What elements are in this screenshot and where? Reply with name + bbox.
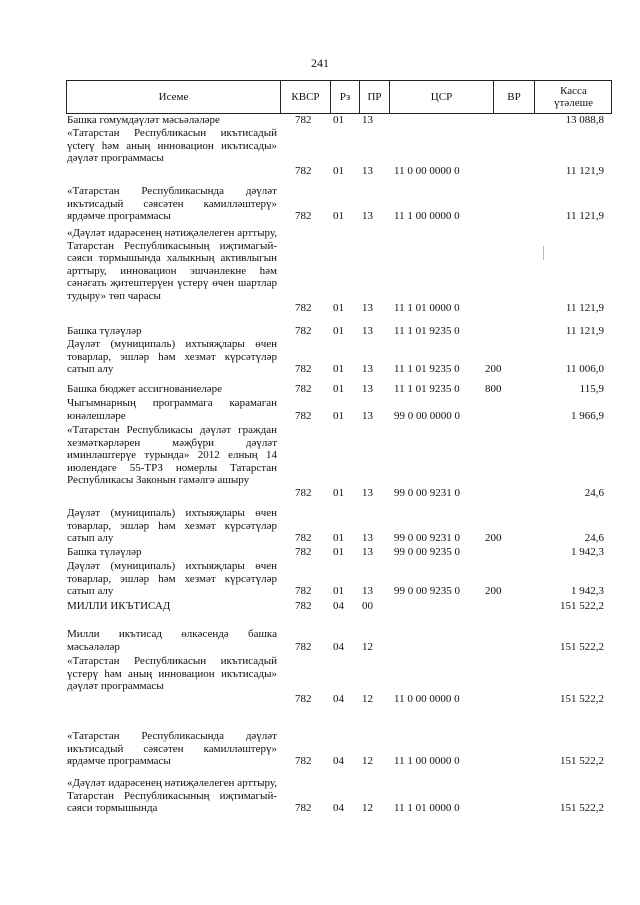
row-pr: 13 [362,210,373,222]
row-name: Башка түләүләр [67,546,142,558]
row-csr: 99 0 00 9231 0 [394,532,460,544]
row-pr: 13 [362,164,373,177]
table-row [0,507,640,545]
row-rz: 01 [333,114,344,126]
row-sum: 1 942,3 [571,585,604,597]
row-name: Дәүләт (муниципаль) ихтыяҗлары өчен товарлар, эшләр һәм хезмәт күрсәтүләр сатып алу [67,338,277,375]
scan-mark [543,246,544,260]
row-vr: 800 [485,383,502,395]
row-kvsr: 782 [295,600,312,612]
row-kvsr: 782 [295,164,312,177]
row-rz: 04 [333,692,344,705]
row-sum: 11 121,9 [565,164,604,177]
row-pr: 13 [362,302,373,314]
table-row [0,424,640,499]
row-name: Башка гомумдәүләт мәсьәләләре [67,114,220,126]
row-name: «Татарстан Республикасында дәүләт икътисадый сәясәтен камилләштерү» ярдәмче программасы [67,185,277,222]
row-sum: 11 121,9 [565,302,604,314]
row-rz: 01 [333,409,344,422]
row-rz: 01 [333,363,344,375]
page-number: 241 [311,56,329,70]
row-rz: 04 [333,755,344,767]
row-kvsr: 782 [295,640,312,653]
row-kvsr: 782 [295,546,312,558]
row-rz: 01 [333,546,344,558]
row-name: Чыгымнарның программага карамаган юнәлешләре [67,397,277,422]
row-csr: 11 1 01 0000 0 [394,802,460,814]
row-kvsr: 782 [295,383,312,395]
row-rz: 04 [333,802,344,814]
header-kvsr: КВСР [280,81,330,113]
row-sum: 11 121,9 [565,325,604,337]
table-row [0,560,640,598]
table-row [0,546,640,559]
row-pr: 12 [362,802,373,814]
table-row [0,338,640,376]
row-sum: 24,6 [584,532,604,544]
row-sum: 11 006,0 [565,363,604,375]
row-name: МИЛЛИ ИКЪТИСАД [67,600,171,612]
row-csr: 99 0 00 0000 0 [394,409,460,422]
row-pr: 13 [362,546,373,558]
row-name: Башка түләүләр [67,325,142,337]
row-pr: 13 [362,363,373,375]
row-csr: 11 1 00 0000 0 [394,210,460,222]
row-kvsr: 782 [295,692,312,705]
row-csr: 11 0 00 0000 0 [394,692,460,705]
header-sum: Касса үтәлеше [534,81,612,113]
row-name: Дәүләт (муниципаль) ихтыяҗлары өчен товарлар, эшләр һәм хезмәт күрсәтүләр сатып алу [67,507,277,544]
row-csr: 11 1 01 9235 0 [394,325,460,337]
row-pr: 12 [362,692,373,705]
row-csr: 99 0 00 9235 0 [394,585,460,597]
table-row [0,383,640,396]
row-name: «Татарстан Республикасында дәүләт икътисадый сәясәтен камилләштерү» ярдәмче программасы [67,730,277,767]
row-sum: 151 522,2 [560,640,604,653]
row-kvsr: 782 [295,409,312,422]
header-rz: Рз [330,81,359,113]
table-header [66,80,612,114]
row-pr: 00 [362,600,373,612]
table-row [0,628,640,653]
row-csr: 11 1 01 0000 0 [394,302,460,314]
row-kvsr: 782 [295,363,312,375]
row-rz: 01 [333,325,344,337]
row-name: «Дәүләт идарәсенең нәтиҗәлелеген арттыру, Татарстан Республикасының иҗтимагый-сәяси тормышында халыкның активлыгын арттыру, инновацион эшчәнлекне һәм сәнәгать җитештерүен үстерү өчен шартлар тудыру» төп чарасы [67,227,277,302]
row-sum: 115,9 [579,383,604,395]
row-name: Дәүләт (муниципаль) ихтыяҗлары өчен товарлар, эшләр һәм хезмәт күрсәтүләр сатып алу [67,560,277,597]
row-csr: 11 1 01 9235 0 [394,363,460,375]
row-kvsr: 782 [295,114,312,126]
table-row [0,185,640,223]
table-row [0,325,640,338]
row-kvsr: 782 [295,585,312,597]
table-row [0,114,640,127]
row-rz: 01 [333,532,344,544]
row-name: Башка бюджет ассигнованиеләре [67,383,222,395]
row-kvsr: 782 [295,532,312,544]
row-rz: 01 [333,210,344,222]
row-pr: 12 [362,755,373,767]
row-sum: 24,6 [584,486,604,499]
row-sum: 1 942,3 [571,546,604,558]
row-kvsr: 782 [295,302,312,314]
row-pr: 13 [362,409,373,422]
row-name: «Татарстан Республикасы дәүләт граждан хезмәткәрләрен мәҗбүри дәүләт иминләштерүе турында» 2012 елның 14 июлендәге 55-ТРЗ номерлы Татарстан Республикасы Законын гамәлгә ашыру [67,424,277,486]
table-row [0,397,640,422]
row-kvsr: 782 [295,210,312,222]
row-vr: 200 [485,532,502,544]
table-row [0,777,640,815]
row-csr: 11 0 00 0000 0 [394,164,460,177]
row-vr: 200 [485,363,502,375]
row-rz: 01 [333,164,344,177]
row-csr: 99 0 00 9235 0 [394,546,460,558]
row-sum: 1 966,9 [571,409,604,422]
row-pr: 13 [362,585,373,597]
row-pr: 13 [362,383,373,395]
row-pr: 13 [362,486,373,499]
row-name: «Татарстан Республикасын икътисадый үстерү һәм аның инновацион икътисады» дәүләт программасы [67,655,277,692]
table-row [0,227,640,315]
row-pr: 13 [362,325,373,337]
row-kvsr: 782 [295,486,312,499]
row-sum: 13 088,8 [565,114,604,126]
header-pr: ПР [359,81,389,113]
row-name: «Татарстан Республикасын икътисадый үсterү һәм аның инновацион икътисады» дәүләт программасы [67,127,277,164]
row-sum: 11 121,9 [565,210,604,222]
row-name: Милли икътисад өлкәсендә башка мәсьәләләр [67,628,277,653]
table-row [0,655,640,705]
row-pr: 12 [362,640,373,653]
header-csr: ЦСР [389,81,493,113]
table-row [0,600,640,613]
row-rz: 04 [333,600,344,612]
row-rz: 01 [333,383,344,395]
row-sum: 151 522,2 [560,755,604,767]
row-name: «Дәүләт идарәсенең нәтиҗәлелеген арттыру, Татарстан Республикасының иҗтимагый-сәяси тормышында [67,777,277,814]
row-kvsr: 782 [295,325,312,337]
row-kvsr: 782 [295,755,312,767]
row-csr: 99 0 00 9231 0 [394,486,460,499]
row-csr: 11 1 01 9235 0 [394,383,460,395]
row-rz: 01 [333,302,344,314]
table-row [0,730,640,768]
row-rz: 01 [333,486,344,499]
row-vr: 200 [485,585,502,597]
row-kvsr: 782 [295,802,312,814]
row-pr: 13 [362,114,373,126]
header-name: Исеме [158,91,189,103]
row-pr: 13 [362,532,373,544]
row-csr: 11 1 00 0000 0 [394,755,460,767]
header-vr: ВР [493,81,534,113]
row-rz: 01 [333,585,344,597]
row-sum: 151 522,2 [560,600,604,612]
row-rz: 04 [333,640,344,653]
table-row [0,127,640,177]
row-sum: 151 522,2 [560,802,604,814]
row-sum: 151 522,2 [560,692,604,705]
